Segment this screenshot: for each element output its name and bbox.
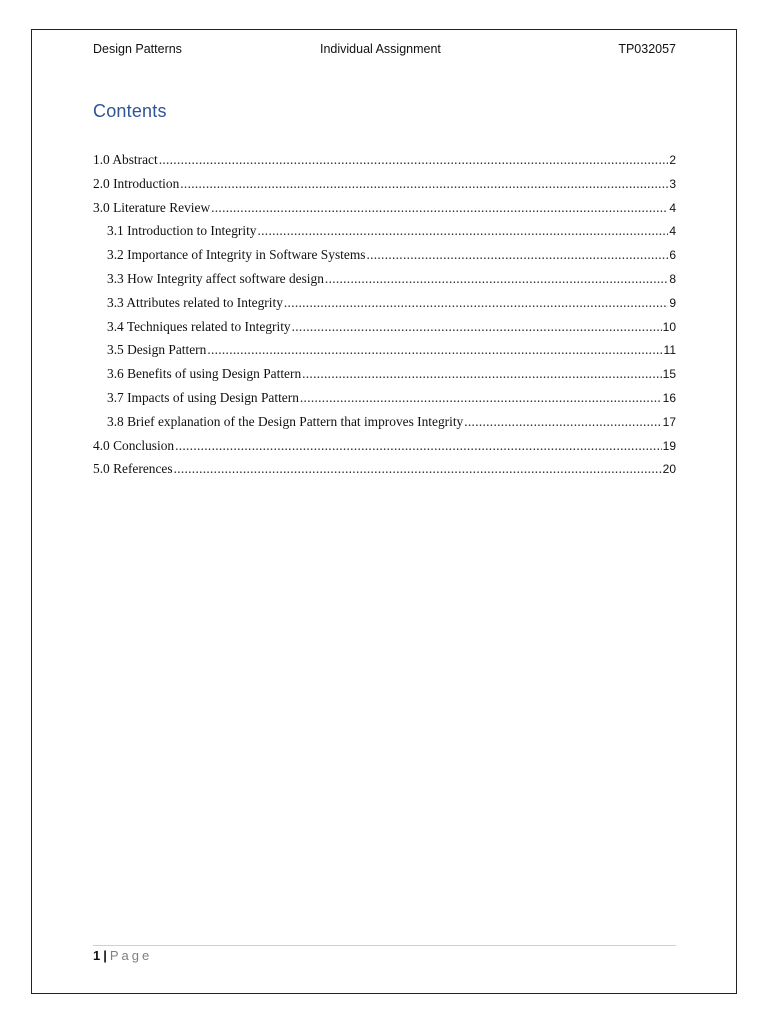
toc-entry-page: 4 xyxy=(669,224,676,239)
toc-entry-label: 3.3 Attributes related to Integrity xyxy=(107,294,283,310)
footer-page-number: 1 xyxy=(93,948,101,963)
toc-entry[interactable] xyxy=(93,271,676,295)
toc-entry[interactable] xyxy=(93,295,676,319)
toc-entry-label: 4.0 Conclusion xyxy=(93,437,175,453)
header-course-title: Design Patterns xyxy=(93,42,182,56)
toc-entry-page: 10 xyxy=(662,319,676,334)
toc-entry[interactable] xyxy=(93,342,676,366)
toc-dot-leader xyxy=(180,176,668,192)
toc-dot-leader xyxy=(175,438,662,454)
toc-dot-leader xyxy=(174,461,662,477)
toc-entry-page: 9 xyxy=(669,295,676,310)
toc-entry-page: 16 xyxy=(662,390,676,405)
toc-entry-page: 19 xyxy=(662,438,676,453)
toc-entry-page: 17 xyxy=(662,414,676,429)
toc-entry[interactable] xyxy=(93,438,676,462)
toc-dot-leader xyxy=(302,366,662,382)
header-assignment-type: Individual Assignment xyxy=(320,42,441,56)
toc-entry-label: 3.3 How Integrity affect software design xyxy=(107,270,324,286)
toc-entry[interactable] xyxy=(93,414,676,438)
toc-dot-leader xyxy=(207,342,662,358)
header-student-id: TP032057 xyxy=(618,42,676,56)
toc-entry[interactable] xyxy=(93,366,676,390)
toc-entry-label: 3.6 Benefits of using Design Pattern xyxy=(107,366,302,382)
toc-entry-label: 5.0 References xyxy=(93,461,173,477)
toc-entry[interactable] xyxy=(93,200,676,224)
toc-entry-page: 4 xyxy=(669,200,676,215)
toc-dot-leader xyxy=(292,319,662,335)
toc-entry-label: 3.5 Design Pattern xyxy=(107,342,207,358)
toc-entry[interactable] xyxy=(93,176,676,200)
toc-entry-label: 3.2 Importance of Integrity in Software Systems xyxy=(107,247,366,263)
toc-entry-label: 2.0 Introduction xyxy=(93,175,180,191)
toc-entry[interactable] xyxy=(93,223,676,247)
toc-entry-label: 3.7 Impacts of using Design Pattern xyxy=(107,389,299,405)
toc-entry[interactable] xyxy=(93,390,676,414)
toc-dot-leader xyxy=(159,152,669,168)
toc-dot-leader xyxy=(211,200,668,216)
toc-entry[interactable] xyxy=(93,152,676,176)
toc-entry-label: 1.0 Abstract xyxy=(93,152,158,167)
toc-entry-label: 3.8 Brief explanation of the Design Pattern that improves Integrity xyxy=(107,413,464,429)
toc-dot-leader xyxy=(464,414,661,430)
toc-entry-label: 3.1 Introduction to Integrity xyxy=(107,223,257,239)
toc-entry-label: 3.0 Literature Review xyxy=(93,199,211,215)
toc-entry-page: 6 xyxy=(669,248,676,263)
page-header xyxy=(93,42,676,60)
footer-page-label: Page xyxy=(109,948,153,963)
footer-divider xyxy=(93,945,676,946)
toc-dot-leader xyxy=(300,390,662,406)
toc-entry[interactable] xyxy=(93,247,676,271)
footer-separator: | xyxy=(103,948,107,963)
contents-heading: Contents xyxy=(93,101,167,121)
table-of-contents xyxy=(93,152,676,485)
toc-entry-page: 3 xyxy=(669,176,676,191)
toc-entry-page: 20 xyxy=(662,462,676,477)
toc-dot-leader xyxy=(258,223,669,239)
toc-entry[interactable] xyxy=(93,461,676,485)
toc-dot-leader xyxy=(366,247,668,263)
toc-entry-page: 8 xyxy=(669,271,676,286)
toc-entry-label: 3.4 Techniques related to Integrity xyxy=(107,318,291,334)
toc-entry-page: 15 xyxy=(662,367,676,382)
toc-entry-page: 11 xyxy=(663,343,676,358)
toc-dot-leader xyxy=(325,271,668,287)
toc-dot-leader xyxy=(284,295,668,311)
toc-entry-page: 2 xyxy=(669,153,676,167)
toc-entry[interactable] xyxy=(93,319,676,343)
page-footer xyxy=(93,948,152,963)
